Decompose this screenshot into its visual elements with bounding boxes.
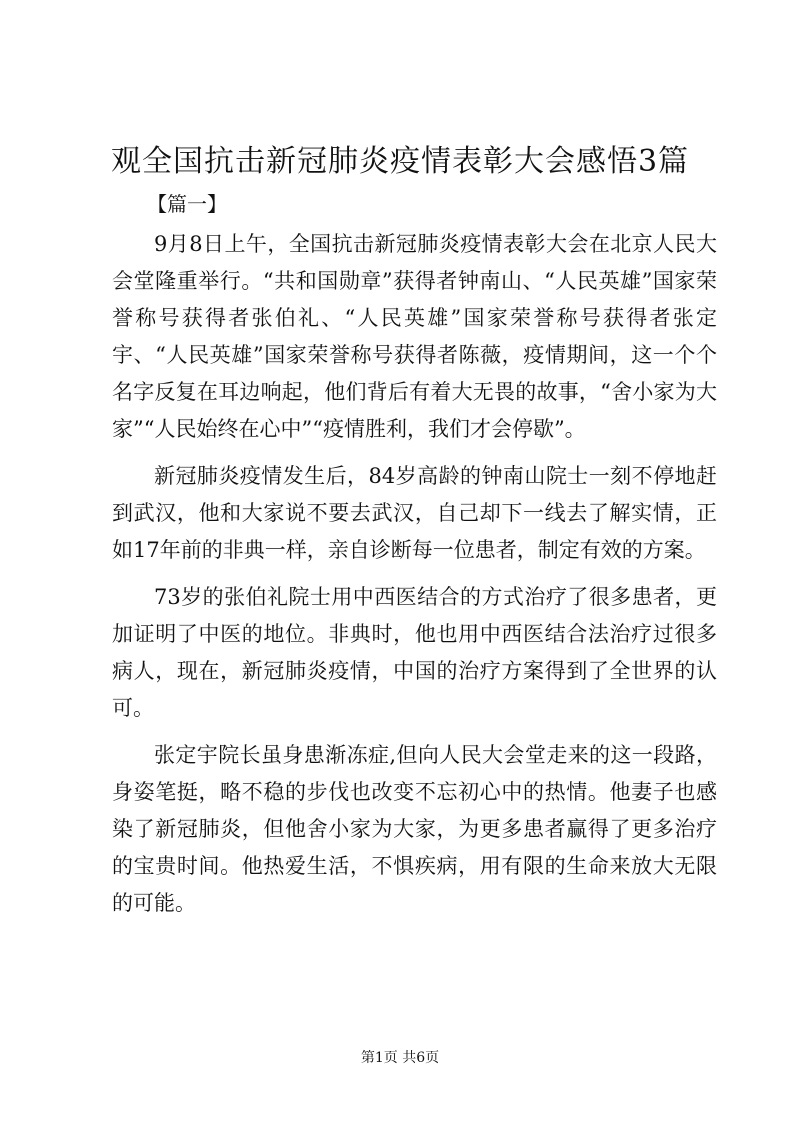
- document-body: [112, 226, 717, 932]
- document-title: 观全国抗击新冠肺炎疫情表彰大会感悟3篇: [110, 144, 690, 179]
- paragraph-3: 73岁的张伯礼院士用中西医结合的方式治疗了很多患者，更加证明了中医的地位。非典时，他也用中西医结合法治疗过很多病人，现在，新冠肺炎疫情，中国的治疗方案得到了全世界的认可。: [112, 585, 717, 720]
- page-footer: 第1页 共6页: [360, 1050, 440, 1066]
- section-label: 【篇一】: [147, 192, 227, 216]
- paragraph-2: 新冠肺炎疫情发生后，84岁高龄的钟南山院士一刻不停地赶到武汉，他和大家说不要去武汉，自己却下一线去了解实情，正如17年前的非典一样，亲自诊断每一位患者，制定有效的方案。: [112, 464, 717, 562]
- paragraph-1: 9月8日上午，全国抗击新冠肺炎疫情表彰大会在北京人民大会堂隆重举行。“共和国勋章”获得者钟南山、“人民英雄”国家荣誉称号获得者张伯礼、“人民英雄”国家荣誉称号获得者张定宇、“人民英雄”国家荣誉称号获得者陈薇，疫情期间，这一个个名字反复在耳边响起，他们背后有着大无畏的故事，“舍小家为大家”“人民始终在心中”“疫情胜利，我们才会停歇”。: [112, 232, 717, 441]
- paragraph-4: 张定宇院长虽身患渐冻症,但向人民大会堂走来的这一段路，身姿笔挺，略不稳的步伐也改变不忘初心中的热情。他妻子也感染了新冠肺炎，但他舍小家为大家，为更多患者赢得了更多治疗的宝贵时间。他热爱生活，不惧疾病，用有限的生命来放大无限的可能。: [112, 743, 717, 915]
